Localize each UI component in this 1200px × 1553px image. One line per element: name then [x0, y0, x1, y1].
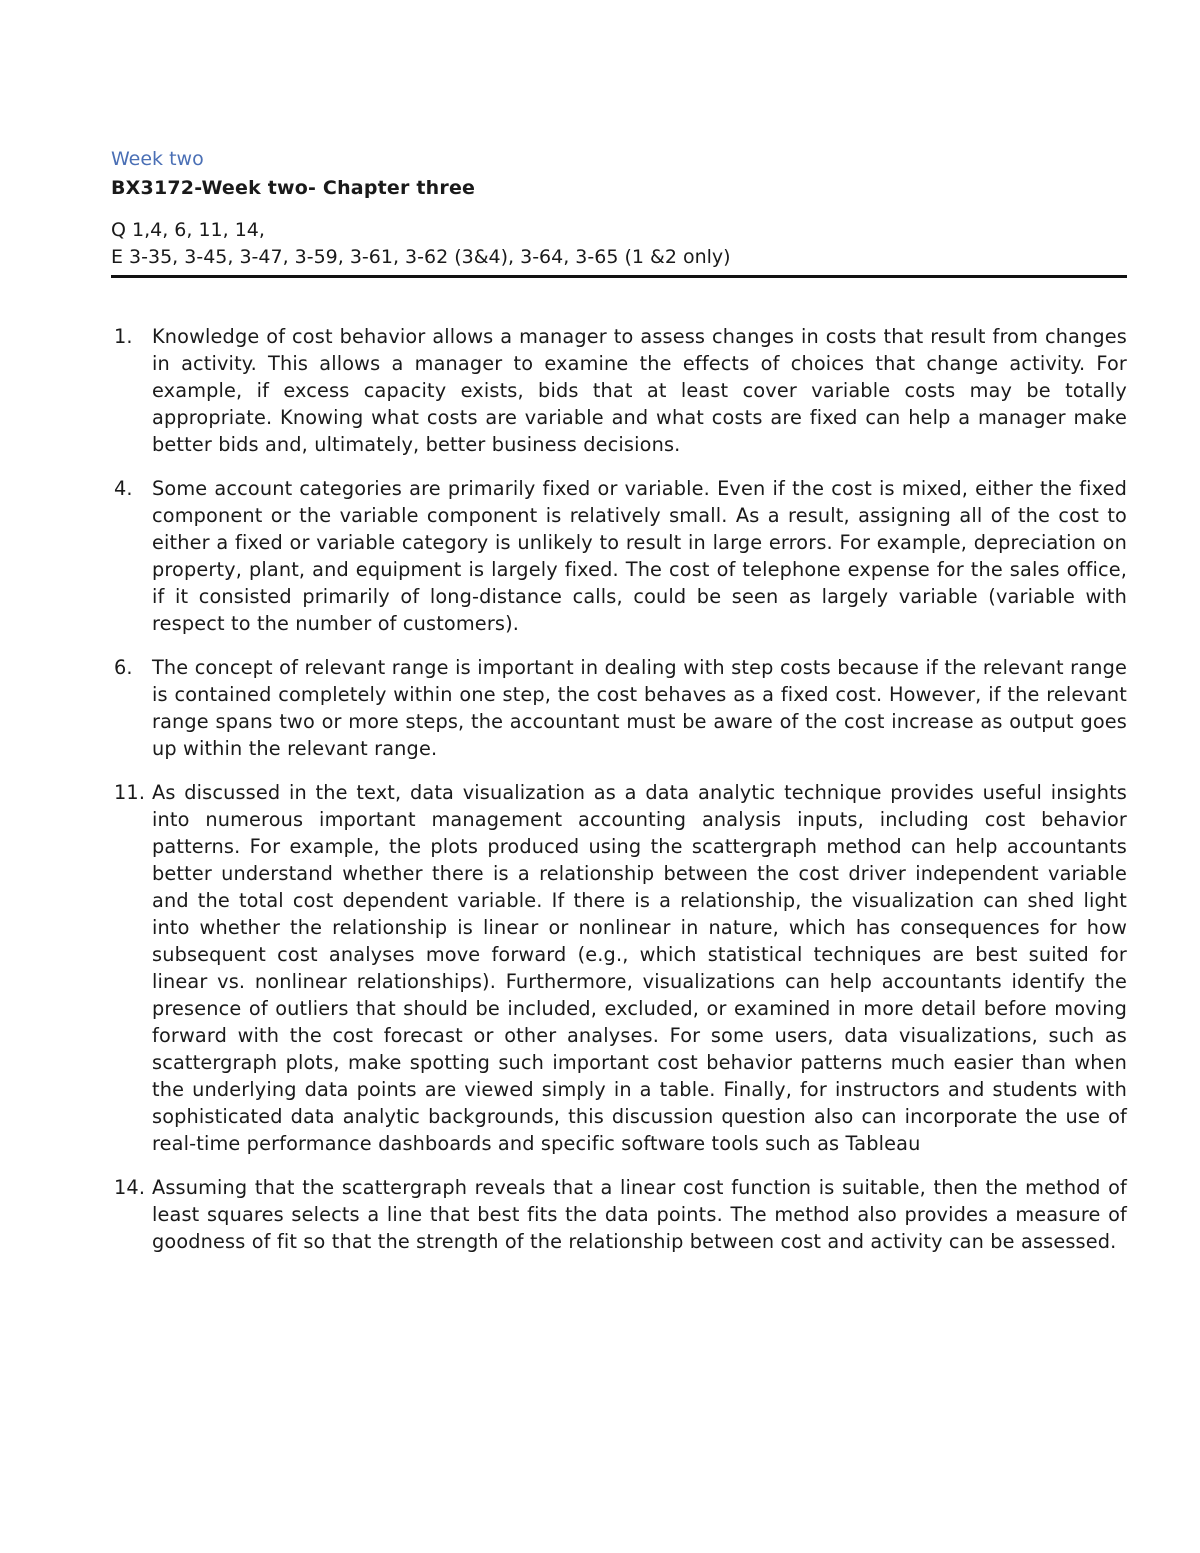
answer-item-14	[111, 1174, 1127, 1255]
answer-number: 1.	[114, 325, 133, 348]
answer-item-1	[111, 323, 1127, 458]
header-divider	[111, 275, 1127, 278]
answer-text: Some account categories are primarily fixed or variable. Even if the cost is mixed, either the fixed component or the variable component is relatively small. As a result, assigning all of the cost to either a fixed or variable category is unlikely to result in large errors. For example, depreciation on property, plant, and equipment is largely fixed. The cost of telephone expense for the sales office, if it consisted primarily of long-distance calls, could be seen as largely variable (variable with respect to the number of customers).	[152, 477, 1127, 635]
answer-item-4	[111, 475, 1127, 637]
answer-number: 14.	[114, 1176, 146, 1199]
answer-list	[111, 323, 1127, 1255]
answer-number: 11.	[114, 781, 146, 804]
answer-text: Assuming that the scattergraph reveals that a linear cost function is suitable, then the method of least squares selects a line that best fits the data points. The method also provides a measure of goodness of fit so that the strength of the relationship between cost and activity can be assessed.	[152, 1176, 1127, 1253]
answer-item-11	[111, 779, 1127, 1157]
answer-number: 6.	[114, 656, 133, 679]
answer-text: Knowledge of cost behavior allows a manager to assess changes in costs that result from changes in activity. This allows a manager to examine the effects of choices that change activity. For example, if excess capacity exists, bids that at least cover variable costs may be totally appropriate. Knowing what costs are variable and what costs are fixed can help a manager make better bids and, ultimately, better business decisions.	[152, 325, 1127, 456]
answer-item-6	[111, 654, 1127, 762]
document-page	[111, 145, 1127, 1272]
document-title: BX3172-Week two- Chapter three	[111, 177, 476, 199]
answer-number: 4.	[114, 477, 133, 500]
exercises-line: E 3-35, 3-45, 3-47, 3-59, 3-61, 3-62 (3&4), 3-64, 3-65 (1 &2 only)	[111, 246, 731, 268]
answer-text: As discussed in the text, data visualization as a data analytic technique provides useful insights into numerous important management accounting analysis inputs, including cost behavior patterns. For example, the plots produced using the scattergraph method can help accountants better understand whether there is a relationship between the cost driver independent variable and the total cost dependent variable. If there is a relationship, the visualization can shed light into whether the relationship is linear or nonlinear in nature, which has consequences for how subsequent cost analyses move forward (e.g., which statistical techniques are best suited for linear vs. nonlinear relationships). Furthermore, visualizations can help accountants identify the presence of outliers that should be included, excluded, or examined in more detail before moving forward with the cost forecast or other analyses. For some users, data visualizations, such as scattergraph plots, make spotting such important cost behavior patterns much easier than when the underlying data points are viewed simply in a table. Finally, for instructors and students with sophisticated data analytic backgrounds, this discussion question also can incorporate the use of real-time performance dashboards and specific software tools such as Tableau	[152, 781, 1127, 1155]
questions-line: Q 1,4, 6, 11, 14,	[111, 219, 265, 241]
answer-text: The concept of relevant range is important in dealing with step costs because if the relevant range is contained completely within one step, the cost behaves as a fixed cost. However, if the relevant range spans two or more steps, the accountant must be aware of the cost increase as output goes up within the relevant range.	[152, 656, 1127, 760]
week-label: Week two	[111, 148, 204, 170]
